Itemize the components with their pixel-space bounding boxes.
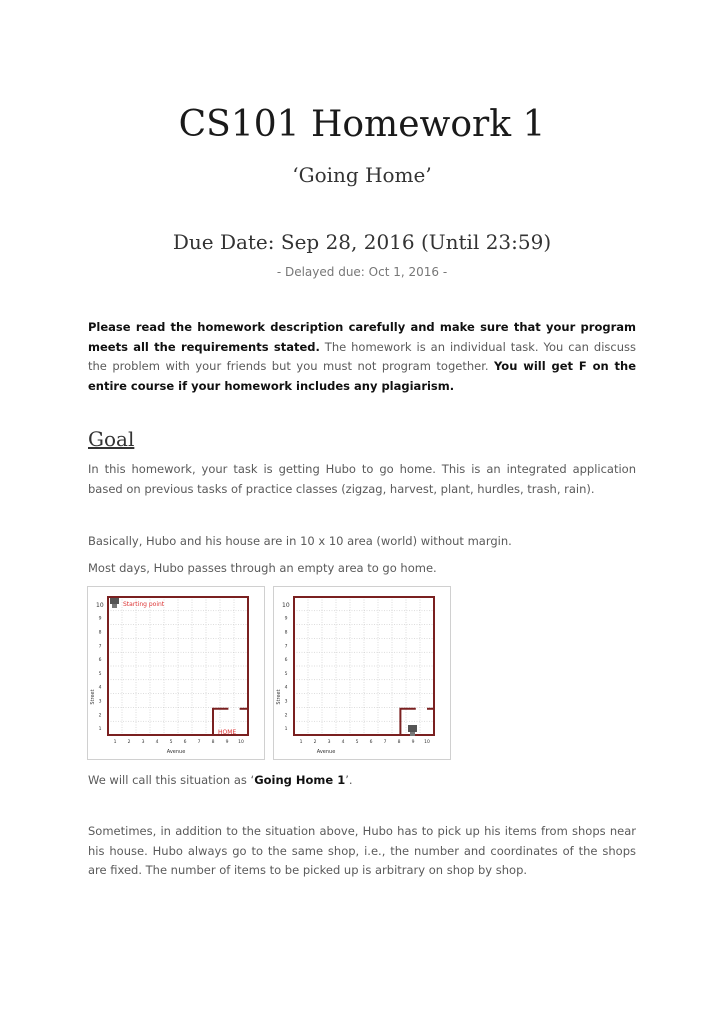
notice-bold-1: Please read the homework description carefully and make sure that your program meets all the requirements stated. [88,320,636,354]
goal-paragraph-4 [88,771,636,791]
tick-y-label: 2 [284,713,288,719]
goal-heading: Goal [88,427,135,451]
tick-y-label: 1 [284,727,288,733]
x-axis-label-left: Avenue [166,749,186,755]
tick-y-10-left: 10 [96,602,104,609]
tick-x-label: 8 [211,740,215,745]
goal-paragraph-2: Basically, Hubo and his house are in 10 x 10 area (world) without margin. [88,534,512,548]
tick-y-label: 8 [284,630,288,636]
x-axis-label-right: Avenue [316,749,336,755]
tick-y-label: 1 [98,727,102,733]
tick-x-label: 6 [369,740,373,745]
notice-bold-2: You will get F on the entire course if your homework includes any plagiarism. [88,359,636,393]
tick-x-label: 10 [238,740,244,745]
goal-paragraph-1: In this homework, your task is getting Hubo to go home. This is an integrated application based on previous tasks of practice classes (zigzag, harvest, plant, hurdles, trash, rain). [88,462,636,496]
starting-point-label: Starting point [123,601,165,608]
goal-paragraph-5: Sometimes, in addition to the situation above, Hubo has to pick up his items from shops near his house. Hubo always go to the same shop, i.e., the number and coordinates of the shops are fixed. The number of items to be picked up is arbitrary on shop by shop. [88,824,636,877]
tick-y-label: 3 [98,699,102,705]
goal-p4-prefix: We will call this situation as ‘ [88,773,255,787]
tick-x-label: 3 [141,740,145,745]
robot-icon [110,598,119,608]
tick-y-label: 6 [98,658,102,664]
tick-y-label: 7 [98,644,102,650]
tick-x-label: 9 [225,740,229,745]
tick-y-label: 6 [284,658,288,664]
tick-y-label: 4 [284,685,288,691]
tick-x-label: 2 [313,740,317,745]
notice-normal: The homework is an individual task. You can discuss the problem with your friends but you must not program together. [88,339,636,373]
tick-y-label: 7 [284,644,288,650]
page-title: CS101 Homework 1 [178,104,546,145]
goal-p4-suffix: ’. [345,773,353,787]
due-date: Due Date: Sep 28, 2016 (Until 23:59) [172,230,552,254]
goal-paragraph-3: Most days, Hubo passes through an empty area to go home. [88,561,437,575]
tick-x-label: 9 [411,740,415,745]
world-grid-left [88,587,264,759]
delayed-due: - Delayed due: Oct 1, 2016 - [276,265,448,279]
tick-x-label: 1 [299,740,303,745]
tick-x-label: 8 [397,740,401,745]
tick-x-label: 4 [155,740,159,745]
tick-x-label: 4 [341,740,345,745]
tick-x-label: 10 [424,740,430,745]
tick-y-label: 9 [98,616,102,622]
tick-y-label: 2 [98,713,102,719]
tick-y-label: 5 [284,671,288,677]
home-label: HOME [218,729,237,736]
tick-y-label: 3 [284,699,288,705]
goal-p4-bold: Going Home 1 [254,773,346,787]
world-grid-right [274,587,450,759]
tick-x-label: 3 [327,740,331,745]
tick-x-label: 1 [113,740,117,745]
tick-x-label: 5 [355,740,359,745]
tick-y-label: 5 [98,671,102,677]
tick-x-label: 2 [127,740,131,745]
tick-x-label: 5 [169,740,173,745]
tick-y-10-right: 10 [282,602,290,609]
y-axis-label-right: Street [276,689,282,705]
tick-x-label: 7 [383,740,387,745]
figure-left [87,586,265,760]
figure-right [273,586,451,760]
page-subtitle: ‘Going Home’ [292,163,432,187]
tick-y-label: 9 [284,616,288,622]
tick-x-label: 6 [183,740,187,745]
tick-x-label: 7 [197,740,201,745]
tick-y-label: 4 [98,685,102,691]
notice-paragraph [88,318,636,396]
tick-y-label: 8 [98,630,102,636]
y-axis-label-left: Street [90,689,96,705]
